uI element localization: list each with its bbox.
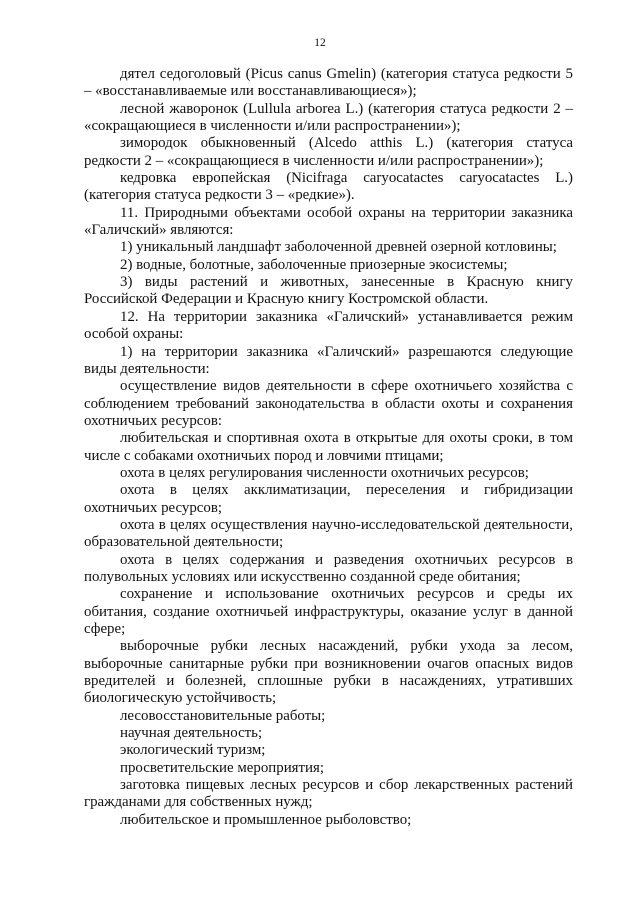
paragraph: 11. Природными объектами особой охраны на территории заказника «Галичский» являются: <box>84 204 573 239</box>
paragraph: 3) виды растений и животных, занесенные в Красную книгу Российской Федерации и Красную книгу Костромской области. <box>84 274 573 308</box>
paragraph: охота в целях содержания и разведения охотничьих ресурсов в полувольных условиях или искусственно созданной среде обитания; <box>84 551 573 585</box>
paragraph: дятел седоголовый (Picus canus Gmelin) (категория статуса редкости 5 – «восстанавливаемые или восстанавливающиеся»); <box>84 66 573 100</box>
paragraph: лесовосстановительные работы; <box>120 707 326 724</box>
paragraph: любительское и промышленное рыболовство; <box>120 811 412 828</box>
paragraph: любительская и спортивная охота в открытые для охоты сроки, в том числе с собаками охотничьих пород и ловчими птицами; <box>84 430 573 464</box>
paragraph: кедровка европейская (Nicifraga caryocatactes caryocatactes L.) (категория статуса редкости 3 – «редкие»). <box>84 170 573 204</box>
paragraph: научная деятельность; <box>120 725 263 742</box>
paragraph: зимородок обыкновенный (Alcedo atthis L.) (категория статуса редкости 2 – «сокращающиеся в численности и/или распространении»); <box>84 135 573 169</box>
paragraph: сохранение и использование охотничьих ресурсов и среды их обитания, создание охотничьей инфраструктуры, оказание услуг в данной сфере; <box>84 586 573 637</box>
paragraph: просветительские мероприятия; <box>120 759 324 776</box>
paragraph: осуществление видов деятельности в сфере охотничьего хозяйства с соблюдением требований законодательства в области охоты и сохранения охотничьих ресурсов: <box>84 378 573 429</box>
paragraph: охота в целях регулирования численности охотничьих ресурсов; <box>120 464 529 481</box>
paragraph: охота в целях осуществления научно-исследовательской деятельности, образовательной деятельности; <box>84 516 573 551</box>
paragraph: выборочные рубки лесных насаждений, рубки ухода за лесом, выборочные санитарные рубки при возникновении очагов опасных видов вредителей и болезней, сплошные рубки в насаждениях, утративших биологическую устойчивость; <box>84 638 573 707</box>
paragraph: экологический туризм; <box>120 742 266 759</box>
page-number: 12 <box>314 37 326 49</box>
paragraph: 1) на территории заказника «Галичский» разрешаются следующие виды деятельности: <box>84 343 573 377</box>
paragraph: лесной жаворонок (Lullula arborea L.) (категория статуса редкости 2 – «сокращающиеся в численности и/или распространении»); <box>84 100 573 135</box>
paragraph: охота в целях акклиматизации, переселения и гибридизации охотничьих ресурсов; <box>84 482 573 516</box>
paragraph: заготовка пищевых лесных ресурсов и сбор лекарственных растений гражданами для собственных нужд; <box>84 777 573 811</box>
paragraph: 1) уникальный ландшафт заболоченной древней озерной котловины; <box>120 239 557 256</box>
paragraph: 12. На территории заказника «Галичский» устанавливается режим особой охраны: <box>84 308 573 343</box>
document-body <box>84 66 573 829</box>
paragraph: 2) водные, болотные, заболоченные приозерные экосистемы; <box>120 256 508 273</box>
